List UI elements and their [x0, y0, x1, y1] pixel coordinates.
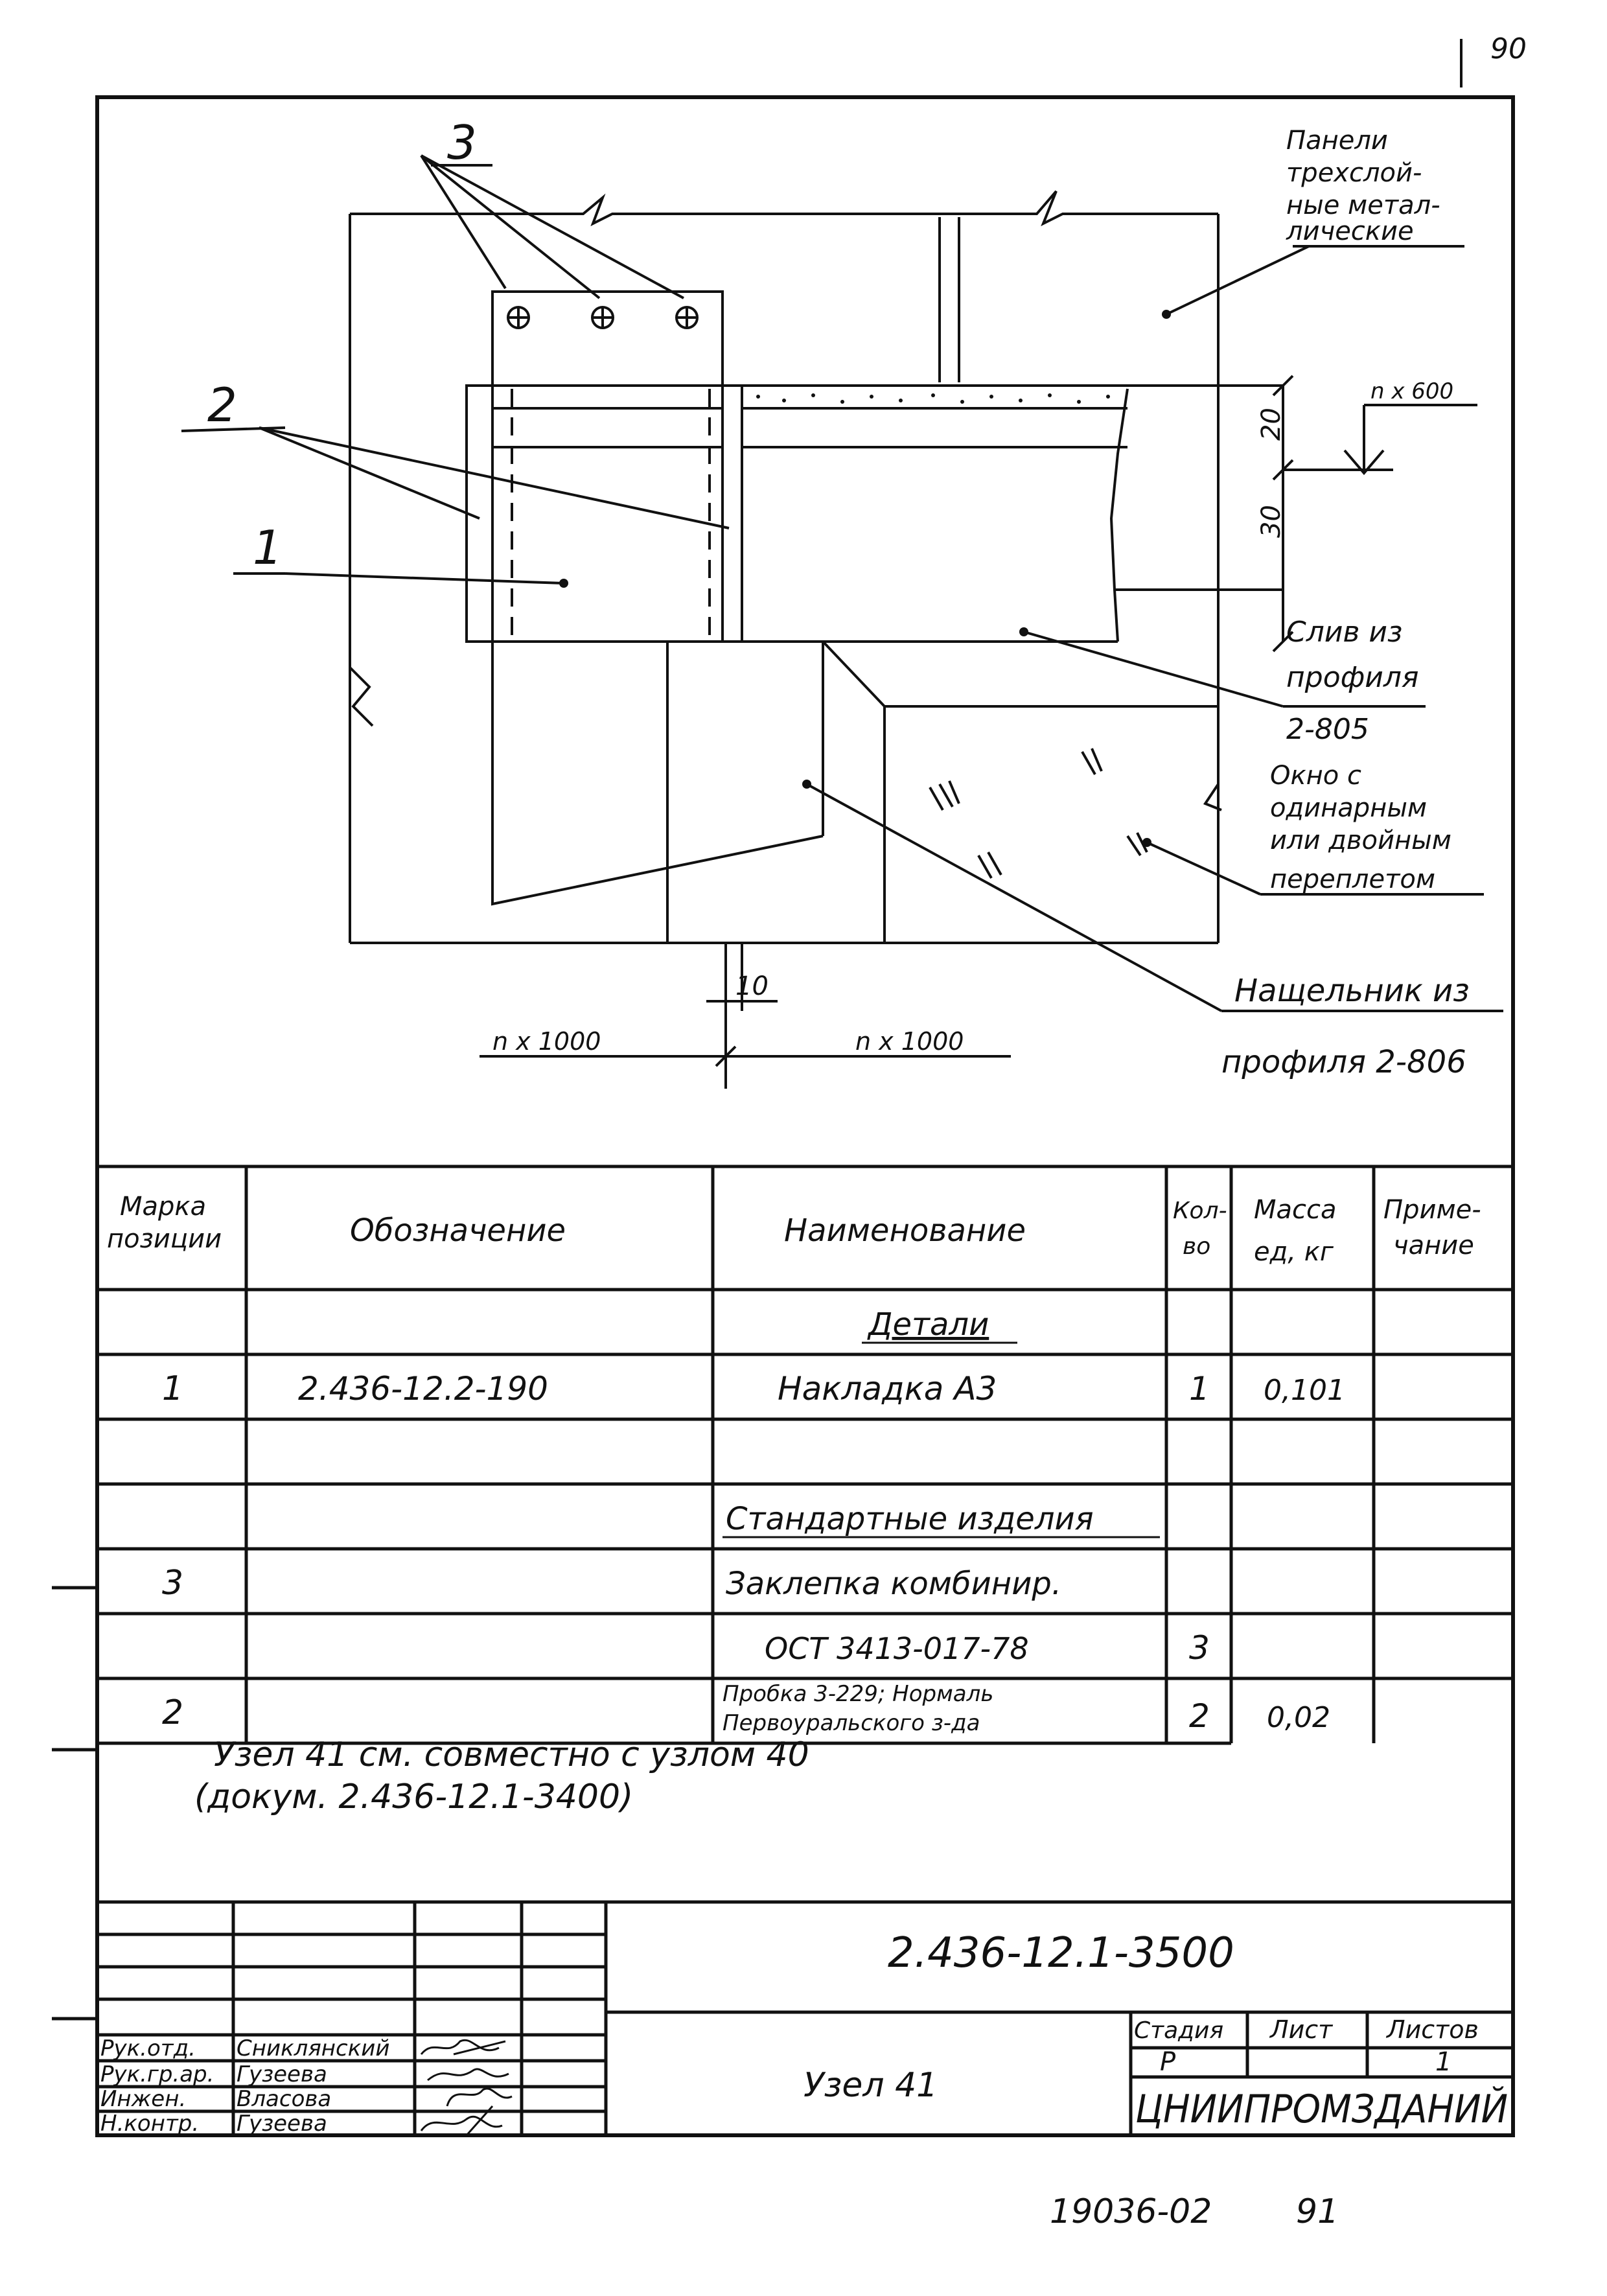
th-name: Наименование — [784, 1212, 1026, 1249]
row7-mark: 2 — [162, 1693, 184, 1732]
th-note-2: чание — [1393, 1231, 1474, 1260]
row2-qty: 1 — [1189, 1370, 1210, 1408]
overlay-plate — [492, 292, 723, 642]
callout-3: 3 — [447, 115, 477, 170]
label-window-3: или двойным — [1270, 826, 1451, 855]
row7-mass: 0,02 — [1267, 1701, 1330, 1734]
insulation-dots — [756, 393, 1110, 404]
row4-name: Стандартные изделия — [726, 1501, 1094, 1537]
doc-code: 2.436-12.1-3500 — [888, 1929, 1234, 1977]
row2-name: Накладка А3 — [778, 1370, 997, 1408]
label-drain-2: профиля — [1286, 661, 1419, 694]
person-role-3: Инжен. — [100, 2086, 187, 2112]
row7-name-line2: Первоуральского з-да — [723, 1710, 980, 1736]
note-line-2: (докум. 2.436-12.1-3400) — [194, 1778, 634, 1816]
dim-nx1000-left: n x 1000 — [492, 1027, 601, 1056]
th-note-1: Приме- — [1383, 1195, 1481, 1225]
person-name-1: Сниклянский — [237, 2035, 390, 2061]
label-panels-3: ные метал- — [1286, 191, 1440, 220]
sheet-frame — [97, 97, 1540, 2135]
sheets-header: Листов — [1387, 2015, 1479, 2044]
label-lintel-2: профиля 2-806 — [1221, 1044, 1466, 1080]
page-number: 91 — [1296, 2192, 1339, 2231]
callout-1: 1 — [253, 520, 283, 575]
label-window-1: Окно с — [1270, 761, 1361, 791]
row5-name: Заклепка комбинир. — [726, 1566, 1062, 1602]
row1-name: Детали — [868, 1306, 989, 1343]
note-line-1: Узел 41 см. совместно с узлом 40 — [214, 1735, 809, 1774]
person-role-4: Н.контр. — [100, 2111, 200, 2137]
th-mass-2: ед, кг — [1254, 1237, 1334, 1267]
th-mark-1: Марка — [120, 1192, 207, 1222]
person-name-3: Власова — [237, 2086, 332, 2112]
label-panels-2: трехслой- — [1286, 158, 1422, 188]
sheet-header: Лист — [1270, 2015, 1333, 2044]
row7-name-line1: Пробка 3-229; Нормаль — [723, 1681, 994, 1707]
th-qty-1: Кол- — [1173, 1198, 1227, 1224]
stage-value: Р — [1160, 2047, 1176, 2077]
label-window-2: одинарным — [1270, 793, 1428, 823]
row6-name: ОСТ 3413-017-78 — [765, 1631, 1029, 1666]
dim-nx1000-right: n x 1000 — [855, 1027, 964, 1056]
dim-30: 30 — [1256, 505, 1286, 538]
plug-right — [723, 386, 742, 642]
leader-dots — [559, 310, 1171, 847]
sheets-value: 1 — [1435, 2047, 1452, 2077]
row2-mark: 1 — [162, 1369, 184, 1408]
person-name-4: Гузеева — [237, 2111, 327, 2137]
row6-qty: 3 — [1189, 1629, 1210, 1667]
row2-designation: 2.436-12.2-190 — [298, 1370, 548, 1408]
dim-10: 10 — [735, 971, 769, 1001]
row5-mark: 3 — [162, 1564, 184, 1603]
person-role-2: Рук.гр.ар. — [100, 2061, 214, 2087]
label-drain-1: Слив из — [1286, 616, 1403, 649]
row7-qty: 2 — [1189, 1697, 1210, 1735]
th-qty-2: во — [1183, 1233, 1211, 1260]
archive-number: 19036-02 — [1050, 2192, 1212, 2231]
organization: ЦНИИПРОМЗДАНИЙ — [1135, 2087, 1540, 2132]
th-mark-2: позиции — [107, 1224, 222, 1254]
th-mass-1: Масса — [1254, 1195, 1337, 1225]
stage-header: Стадия — [1134, 2017, 1224, 2044]
label-drain-3: 2-805 — [1286, 713, 1369, 746]
dim-nx600: n x 600 — [1370, 378, 1454, 404]
sheet-number: 90 — [1490, 32, 1527, 65]
label-window-4: переплетом — [1270, 864, 1436, 894]
th-designation: Обозначение — [350, 1212, 566, 1249]
drawing-title: Узел 41 — [804, 2066, 938, 2105]
person-role-1: Рук.отд. — [100, 2035, 196, 2061]
label-lintel-1: Нащельник из — [1234, 973, 1470, 1009]
label-panels-1: Панели — [1286, 126, 1388, 156]
person-name-2: Гузеева — [237, 2061, 327, 2087]
row2-mass: 0,101 — [1264, 1374, 1345, 1407]
dim-20: 20 — [1256, 408, 1286, 441]
label-panels-4: лические — [1286, 216, 1414, 246]
callout-2: 2 — [207, 378, 237, 432]
rivets — [508, 307, 697, 328]
